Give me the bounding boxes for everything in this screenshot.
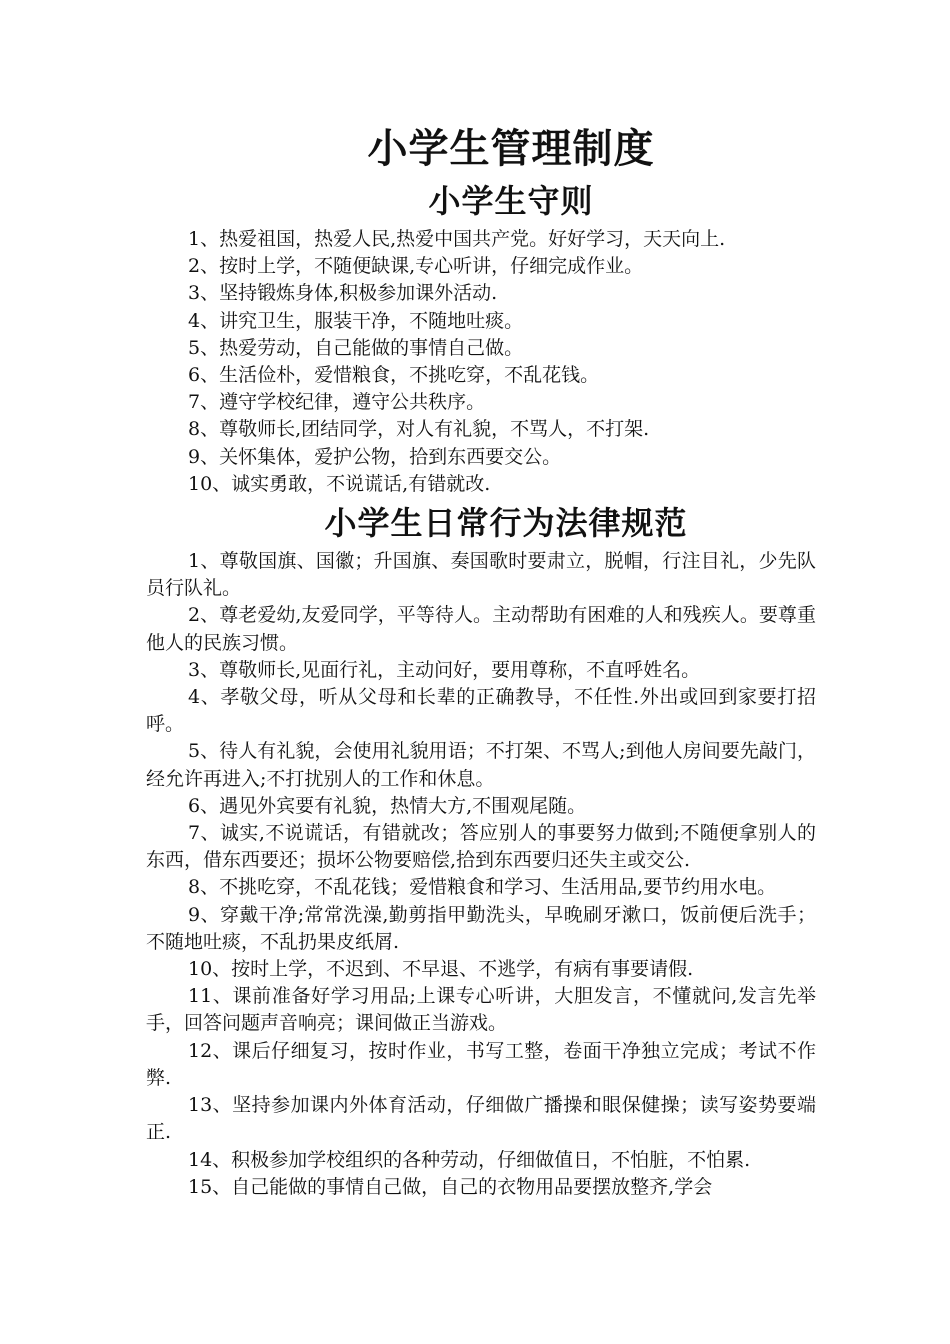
rule-item: 6、生活俭朴，爱惜粮食，不挑吃穿，不乱花钱。 — [188, 364, 600, 387]
rule-item: 5、待人有礼貌，会使用礼貌用语；不打架、不骂人;到他人房间要先敲门，经允许再进入;不打扰别人的工作和休息。 — [146, 740, 816, 790]
rule-item: 10、诚实勇敢，不说谎话,有错就改. — [188, 472, 491, 495]
rule-item: 7、诚实,不说谎话，有错就改；答应别人的事要努力做到;不随便拿别人的东西，借东西要还；损坏公物要赔偿,拾到东西要归还失主或交公. — [146, 822, 816, 872]
rule-item: 11、课前准备好学习用品;上课专心听讲，大胆发言，不懂就问,发言先举手，回答问题声音响亮；课间做正当游戏。 — [146, 985, 816, 1035]
rule-item: 4、讲究卫生，服装干净，不随地吐痰。 — [188, 309, 524, 332]
rule-item: 3、坚持锻炼身体,积极参加课外活动. — [188, 282, 498, 305]
rule-item: 8、尊敬师长,团结同学，对人有礼貌，不骂人，不打架. — [188, 418, 650, 441]
rule-item: 9、穿戴干净;常常洗澡,勤剪指甲勤洗头，早晚刷牙漱口，饭前便后洗手；不随地吐痰，不乱扔果皮纸屑. — [146, 903, 816, 953]
document-title: 小学生管理制度 — [367, 126, 655, 172]
rule-item: 13、坚持参加课内外体育活动，仔细做广播操和眼保健操；读写姿势要端正. — [146, 1094, 816, 1144]
section-daily-conduct — [146, 500, 816, 1201]
document-page — [146, 120, 816, 1201]
rule-item: 2、按时上学，不随便缺课,专心听讲，仔细完成作业。 — [188, 255, 644, 278]
section-heading: 小学生守则 — [428, 182, 594, 220]
rule-item: 4、孝敬父母，听从父母和长辈的正确教导，不任性.外出或回到家要打招呼。 — [146, 686, 816, 736]
rule-item: 12、课后仔细复习，按时作业，书写工整，卷面干净独立完成；考试不作弊. — [146, 1039, 816, 1089]
section-heading: 小学生日常行为法律规范 — [324, 504, 688, 543]
rule-item: 3、尊敬师长,见面行礼，主动问好，要用尊称，不直呼姓名。 — [188, 658, 701, 681]
rule-item: 8、不挑吃穿，不乱花钱；爱惜粮食和学习、生活用品,要节约用水电。 — [188, 876, 777, 899]
rule-item: 5、热爱劳动，自己能做的事情自己做。 — [188, 336, 524, 359]
section-student-code — [146, 178, 816, 498]
rule-item: 9、关怀集体，爱护公物，拾到东西要交公。 — [188, 445, 562, 468]
rule-item: 15、自己能做的事情自己做，自己的衣物用品要摆放整齐,学会 — [188, 1175, 713, 1198]
rule-item: 1、尊敬国旗、国徽；升国旗、奏国歌时要肃立，脱帽，行注目礼，少先队员行队礼。 — [146, 550, 816, 600]
rule-item: 6、遇见外宾要有礼貌，热情大方,不围观尾随。 — [188, 794, 587, 817]
rule-item: 10、按时上学，不迟到、不早退、不逃学，有病有事要请假. — [188, 958, 694, 981]
rule-item: 1、热爱祖国，热爱人民,热爱中国共产党。好好学习，天天向上. — [188, 228, 726, 250]
rule-item: 14、积极参加学校组织的各种劳动，仔细做值日，不怕脏，不怕累. — [188, 1148, 751, 1171]
rule-item: 2、尊老爱幼,友爱同学，平等待人。主动帮助有困难的人和残疾人。要尊重他人的民族习惯。 — [146, 604, 816, 654]
rule-item: 7、遵守学校纪律，遵守公共秩序。 — [188, 391, 486, 414]
